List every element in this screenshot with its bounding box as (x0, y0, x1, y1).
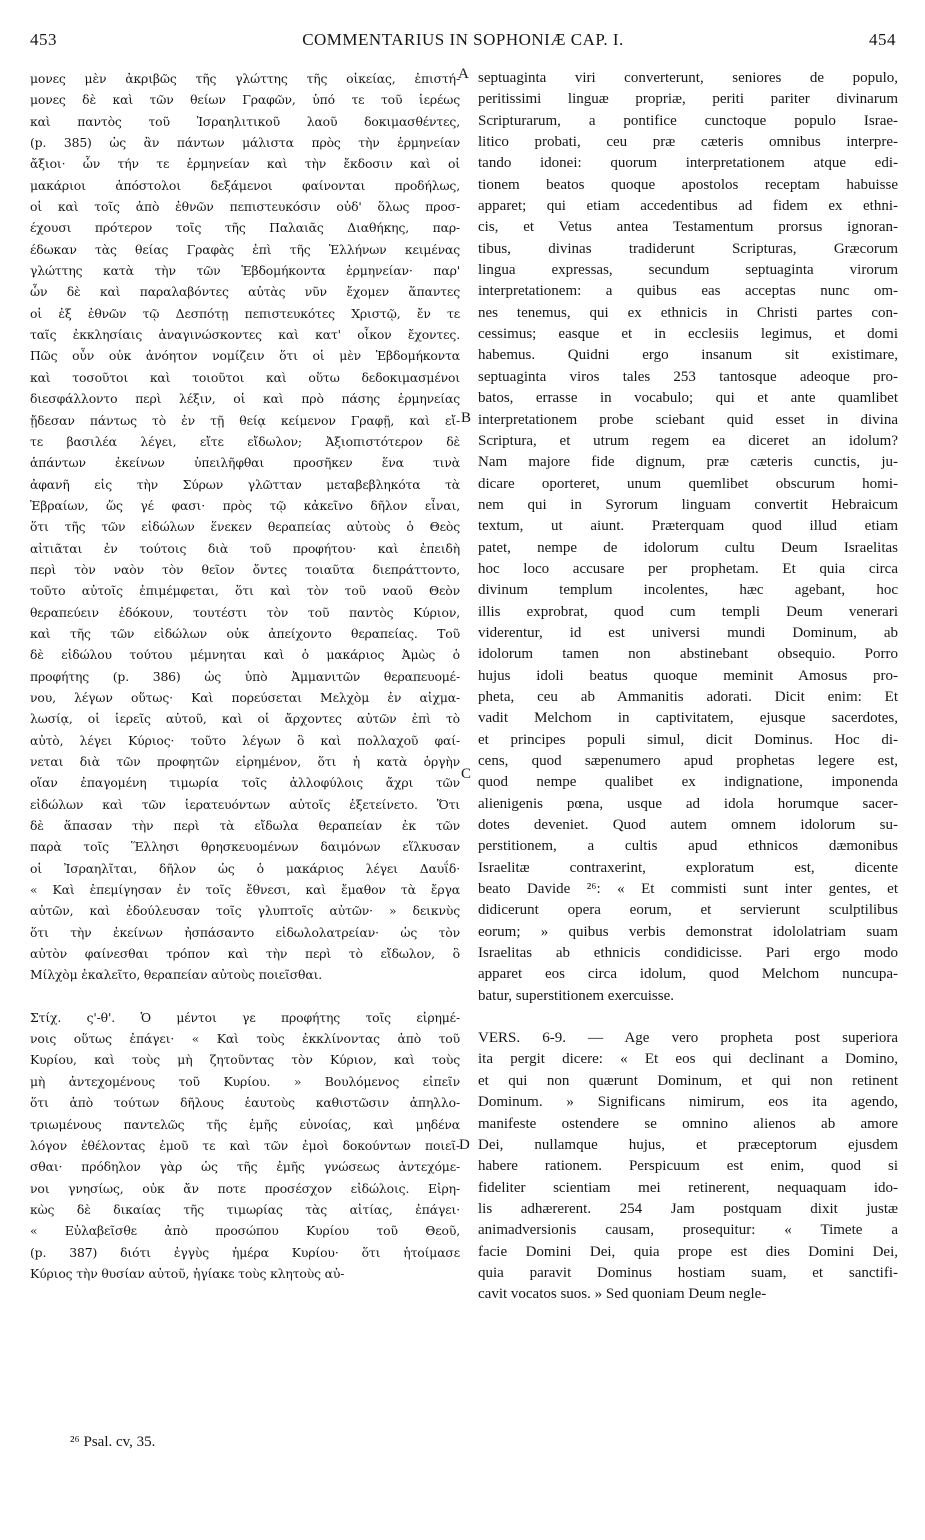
latin-line: viderentur, id est universi mundi Dominum, ab (478, 624, 898, 641)
latin-line: tibus, divinas tradiderunt Scripturas, Græcorum (478, 240, 898, 257)
greek-line: Πῶς οὖν οὐκ ἀνόητον νομίζειν ὅτι οἱ μὲν Ἑβδομήκοντα (30, 348, 460, 364)
greek-line: εἰδώλων καὶ τῶν ἱερατευόντων αὐτοῖς ἐξετείνετο. Ὅτι (30, 796, 460, 812)
latin-line: dotes deveniet. Quod autem omnem idolorum su- (478, 817, 898, 834)
latin-line: et principes populi simul, dicit Dominus. Hoc di- (478, 731, 898, 748)
greek-line: Κυρίου, καὶ τοὺς μὴ ζητοῦντας τὸν Κύριον, καὶ τοὺς (30, 1052, 460, 1068)
greek-line: « Εὐλαβεῖσθε ἀπὸ προσώπου Κυρίου τοῦ Θεοῦ, (30, 1223, 460, 1239)
page-number-left: 453 (30, 30, 57, 49)
margin-marker-d: D (459, 1137, 470, 1153)
greek-line: Μίλχὸμ ἐκαλεῖτο, θεραπείαν αὐτοὺς ποιεῖσθαι. (30, 967, 323, 983)
greek-line: οἱ ἐξ ἐθνῶν τῷ Δεσπότῃ πεπιστευκότες Χριστῷ, ἔν τε (30, 305, 460, 321)
latin-line: facie Domini Dei, quia prope est dies Domini Dei, (478, 1243, 898, 1260)
latin-line: hujus idoli beatus quoque meminit Amosus pro- (478, 667, 898, 684)
greek-line: περὶ τὸν ναὸν τὸν θεῖον ὄντες τοιαῦτα διεπράττοντο, (30, 561, 460, 577)
greek-line: τοῦτο αὐτοῖς ἐπιμέμφεται, ὅτι καὶ τὸν τοῦ ναοῦ Θεὸν (30, 583, 460, 599)
latin-line: Israelitæ contraxerint, exploratum est, dicente (478, 859, 898, 876)
latin-line: fideliter scientiam mei retinerent, nequaquam ido- (478, 1179, 898, 1196)
latin-line: Israelitas ab ethnicis condidicisse. Pari ergo modo (478, 945, 898, 962)
greek-line: λωσίᾳ, οἱ ἱερεῖς αὐτοῦ, καὶ οἱ ἄρχοντες αὐτῶν ἐπὶ τὸ (30, 711, 460, 727)
greek-line: αὐτῶν, καὶ ἐδούλευσαν τοῖς γλυπτοῖς αὐτῶν· » δεικνὺς (30, 903, 460, 919)
latin-column (478, 68, 898, 1428)
latin-line: nes tenemus, qui ex ethnicis in Christi partes con- (478, 304, 898, 321)
latin-line: vadit Melchom in captivitatem, ejusque sacerdotes, (478, 710, 898, 727)
greek-line: έδωκαν τὰς θείας Γραφὰς ἐπὶ τῆς Ἑλλήνων κειμένας (30, 241, 460, 257)
latin-line: batur, superstitionem exercuisse. (478, 987, 675, 1004)
greek-paragraph-gap (30, 986, 460, 1007)
latin-line: dicare oporteret, unum quemlibet obscurum homi- (478, 475, 898, 492)
latin-line: beato Davide ²⁶: « Et commisti sunt inter gentes, et (478, 881, 898, 898)
latin-line: peritissimi linguæ propriæ, periti pariter divinarum (478, 91, 898, 108)
greek-line: ἄξιοι· ὧν τήν τε ἑρμηνείαν καὶ τὴν ἔκδοσιν καὶ οἱ (30, 156, 460, 172)
greek-line: σθαι· πρόδηλον γὰρ ὡς τῆς ἐμῆς γνώσεως ἀντεχόμε- (30, 1159, 460, 1175)
latin-line: divinum templum incolentes, hæc agebant, hoc (478, 582, 898, 599)
greek-line: θεραπεύειν ἐδόκουν, τουτέστι τὸν τοῦ παντὸς Κύριον, (30, 604, 460, 620)
latin-line: eorum; » quibus verbis demonstrat idololatriam suam (478, 923, 898, 940)
greek-line: δὲ ἅπασαν τὴν περὶ τὰ εἴδωλα θεραπείαν ἐκ τῶν (30, 818, 460, 834)
latin-line: illis exprobrat, quod cum templi Deum venerari (478, 603, 898, 620)
page-header (30, 30, 896, 56)
latin-line: Nam majore fide dignum, præ cæteris cunctis, ju- (478, 454, 898, 471)
greek-line: οἱ Ἰσραηλῖται, δῆλον ὡς ὁ μακάριος λέγει Δαυΐδ· (30, 860, 460, 876)
latin-line: et qui non quærunt Dominum, et qui non retinent (478, 1072, 898, 1089)
latin-line: quod nempe qualibet ex indignatione, imponenda (478, 774, 898, 791)
latin-line: alienigenis pœna, usque ad idola horumque sacer- (478, 795, 898, 812)
greek-line: γλώττης κατὰ τὴν τῶν Ἑβδομήκοντα ἑρμηνείαν· παρ' (30, 263, 460, 279)
greek-line: ὧν δὲ καὶ παραλαβόντες αὐτὰς νῦν ἔχομεν ἅπαντες (30, 284, 460, 300)
greek-line: ἀφανῆ εἰς τὴν Σύρων γλῶτταν μεταβεβληκότα τὰ (30, 476, 460, 492)
latin-line: interpretationem: a quibus eas acceptas nunc om- (478, 283, 898, 300)
latin-line: cens, quod sæpenumero apud prophetas legere est, (478, 753, 898, 769)
latin-line: habere rationem. Perspicuum est enim, quod si (478, 1158, 898, 1175)
greek-line: αὐτὸν φαίνεσθαι τρόπον καὶ τὴν περὶ τὸ εἴδωλον, ὃ (30, 946, 460, 962)
greek-line: νοις οὕτως ἐπάγει· « Καὶ τοὺς ἐκκλίνοντας ἀπὸ τοῦ (30, 1031, 460, 1047)
greek-line: τριωμένους παντελῶς τῆς ἐμῆς εὐνοίας, καὶ μηδένα (30, 1116, 460, 1132)
latin-line: manifeste ostendere se omnino alienos ab amore (478, 1115, 898, 1132)
latin-line: patet, nempe de idolorum cultu Deum Israelitas (478, 539, 898, 556)
latin-line: nem qui in Syrorum linguam convertit Hebraicum (478, 496, 898, 513)
greek-line: μονες δὲ καὶ τῶν θείων Γραφῶν, ὑπό τε τοῦ ἱερέως (30, 92, 460, 108)
greek-line: παρὰ τοῖς Ἕλλησι θρησκευομένων δαιμόνων εἵλκυσαν (30, 839, 460, 855)
greek-line: ὅτι τῆς τῶν εἰδώλων ἕνεκεν θεραπείας αὐτοὺς ὁ Θεὸς (30, 519, 460, 535)
latin-line: ita pergit dicere: « Et eos qui declinant a Domino, (478, 1051, 898, 1068)
latin-line: lis adhærerent. 254 Jam postquam dixit justæ (478, 1200, 898, 1217)
page-number-right: 454 (869, 30, 896, 49)
latin-line: interpretationem probe sciebant quid esset in divina (478, 411, 898, 428)
greek-line: μακάριοι ἀπόστολοι δεξάμενοι φαίνονται προδήλως, (30, 177, 460, 193)
latin-line: VERS. 6-9. — Age vero propheta post superiora (478, 1030, 898, 1047)
greek-line: λόγον ἐθέλοντας ἐμοῦ τε καὶ τῶν ἐμοὶ δοκούντων ποιεῖ- (30, 1137, 460, 1153)
latin-line: tionem beatos quoque apostolos receptam habuisse (478, 176, 898, 193)
latin-line: tando idonei: quorum interpretationem atque edi- (478, 155, 898, 172)
latin-line: perstitionem, a cultis apud ethnicos dæmonibus (478, 838, 898, 855)
latin-line: Dei, nullamque hujus, et præceptorum ejusdem (478, 1136, 898, 1153)
latin-line: didicerunt opera eorum, et servierunt sculptilibus (478, 902, 898, 919)
greek-line: οἱ καὶ τοῖς ἀπὸ ἐθνῶν πεπιστευκόσιν οὐδ' ὅλως προσ- (30, 199, 460, 215)
latin-line: Dominum. » Significans nimirum, eos ita agendo, (478, 1094, 898, 1111)
running-title: COMMENTARIUS IN SOPHONIÆ CAP. I. (302, 30, 624, 49)
greek-line: μὴ ἀντεχομένους τοῦ Κυρίου. » Βουλόμενος εἰπεῖν (30, 1073, 460, 1089)
latin-line: batos, errasse in vocabulo; qui et ante quamlibet (478, 390, 898, 407)
greek-line: ὅτι ἀπὸ τούτων δῆλους ἑαυτοὺς καθιστῶσιν ἀπηλλο- (30, 1095, 460, 1111)
greek-line: ὅτι τὴν ἐκείνων ἠσπάσαντο εἰδωλολατρείαν· ὡς τὸν (30, 924, 460, 940)
latin-line: quia paravit Dominus hostiam suam, et sanctifi- (478, 1264, 898, 1281)
margin-marker-a: A (458, 66, 469, 82)
greek-line: αὐτὸ, λέγει Κύριος· τοῦτο λέγων ὃ καὶ πολλαχοῦ φαί- (30, 732, 460, 748)
latin-line: cis, et Vetus antea Testamentum prorsus ignoran- (478, 219, 898, 236)
latin-line: litico probati, ceu præ cæteris omnibus interpre- (478, 134, 898, 151)
greek-line: Ἑβραίων, ὥς γέ φασι· πρὸς τῷ κἀκεῖνο δῆλον εἶναι, (30, 497, 460, 513)
greek-line: καὶ τῆς τῶν εἰδώλων οὐκ ἀπείχοντο θεραπείας. Τοῦ (30, 625, 460, 641)
greek-line: Στίχ. ς'-θ'. Ὁ μέντοι γε προφήτης τοῖς εἰρημέ- (30, 1009, 460, 1025)
greek-line: προφήτης (p. 386) ὡς ὑπὸ Ἀμμανιτῶν θεραπευομέ- (30, 668, 460, 684)
greek-line: κὼς δὲ δικαίας τῆς τιμωρίας τὰς αἰτίας, ἐπάγει· (30, 1201, 460, 1217)
margin-marker-b: B (461, 410, 472, 426)
greek-line: ᾔδεσαν πάντως τὸ ἐν τῇ θείᾳ κείμενον Γραφῇ, καὶ εἴ- (30, 412, 460, 428)
latin-line: Scriptura, et utrum regem ea diceret an idolum? (478, 432, 898, 449)
latin-line: pheta, ceu ab Ammanitis adorati. Dicit enim: Et (478, 688, 898, 705)
latin-line: septuaginta viros tales 253 tantosque adeoque pro- (478, 368, 898, 385)
greek-line: (p. 385) ὡς ἂν πάντων μάλιστα πρὸς τὴν ἑρμηνείαν (30, 135, 460, 151)
greek-line: οἵαν ἐπαγομένη τιμωρία τοῖς ἀλλοφύλοις ἄχρι τῶν (30, 775, 460, 791)
greek-line: τε βασιλέα λέγει, εἴτε εἴδωλον; Ἀξιοπιστότερον δὲ (30, 433, 460, 449)
greek-line: ἁπάντων ἐκείνων ὑπειλῆφθαι προσῆκεν ἕνα τινὰ (30, 455, 460, 471)
latin-line: cessimus; easque et in ecclesiis legimus, et domi (478, 326, 898, 343)
margin-marker-c: C (461, 766, 472, 782)
latin-line: apparet eos circa idolum, quod Melchom nuncupa- (478, 966, 898, 983)
greek-line: καὶ τοσοῦτοι καὶ τοιοῦτοι καὶ οὕτω δεδοκιμασμένοι (30, 369, 460, 385)
latin-line: idolorum tamen non abstinebant obsequio. Porro (478, 646, 898, 663)
greek-line: δὲ εἰδώλου τούτου μέμνηται καὶ ὁ μακάριος Ἀμὼς ὁ (30, 647, 460, 663)
greek-line: έχουσι πρότερον τοῖς τῆς Παλαιᾶς Διαθήκης, παρ- (30, 220, 460, 236)
latin-line: septuaginta viri converterunt, seniores de populo, (478, 70, 898, 86)
greek-line: Κύριος τὴν θυσίαν αὐτοῦ, ἡγίακε τοὺς κλητοὺς αὐ- (30, 1265, 345, 1281)
latin-line: habemus. Quidni ergo insanum sit existimare, (478, 347, 898, 364)
greek-line: νου, λέγων οὕτως· Καὶ πορεύσεται Μελχὸμ ἐν αἰχμα- (30, 689, 460, 705)
greek-line: νοι γνησίως, οὐκ ἄν ποτε προσέσχον εἰδώλοις. Εἰρη- (30, 1180, 460, 1196)
latin-line: apparet; qui etiam accedentibus ad fidem ex ethni- (478, 198, 898, 215)
greek-line: « Καὶ ἐπεμίγησαν ἐν τοῖς ἔθνεσι, καὶ ἔμαθον τὰ ἔργα (30, 882, 460, 898)
greek-line: καὶ παντὸς τοῦ Ἰσραηλιτικοῦ λαοῦ δοκιμασθέντες, (30, 113, 460, 129)
footnote: ²⁶ Psal. cv, 35. (70, 1434, 156, 1450)
greek-line: μονες μὲν ἀκριβῶς τῆς γλώττης τῆς οἰκείας, ἐπιστή- (30, 71, 460, 86)
greek-column (30, 68, 460, 1488)
greek-line: αἰτιᾶται ἐν τούτοις διὰ τοῦ προφήτου· καὶ ἐπειδὴ (30, 540, 460, 556)
latin-line: animadversionis causam, prosequitur: « Timete a (478, 1222, 898, 1239)
greek-line: διεσφάλλοντο περὶ λέξιν, οἱ καὶ πρὸ πάσης ἑρμηνείας (30, 391, 460, 407)
latin-line: lingua expressas, secundum septuaginta virorum (478, 262, 898, 279)
greek-line: ταῖς ἐκκλησίαις ἀναγινώσκοντες καὶ κατ' οἶκον ἔχοντες. (30, 327, 460, 343)
latin-line: hoc loco accusare per prophetam. Et quia circa (478, 560, 898, 577)
latin-paragraph-gap (478, 1007, 898, 1028)
greek-line: νεται διὰ τῶν προφητῶν εἰρημένον, ὅτι ἡ κατὰ ὀργὴν (30, 754, 460, 769)
latin-line: Scripturarum, a pontifice cunctoque populo Israe- (478, 112, 898, 129)
greek-line: (p. 387) διότι ἐγγὺς ἡμέρα Κυρίου· ὅτι ἡτοίμασε (30, 1244, 460, 1260)
latin-line: cavit vocatos suos. » Sed quoniam Deum negle- (478, 1286, 767, 1303)
latin-line: textum, ut aiunt. Præterquam quod illud etiam (478, 518, 898, 535)
